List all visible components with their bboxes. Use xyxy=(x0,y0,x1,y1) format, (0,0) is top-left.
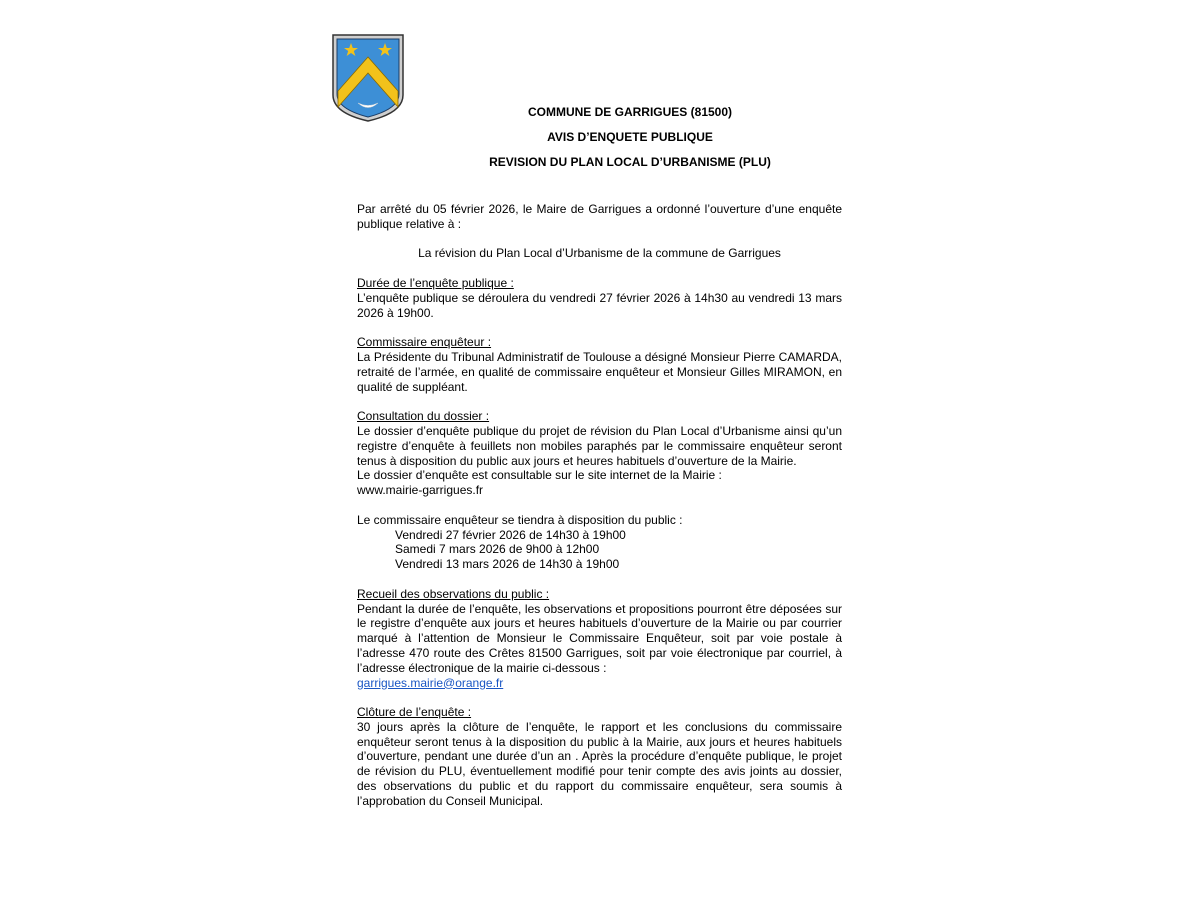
observations-heading: Recueil des observations du public : xyxy=(357,586,550,601)
notice-title: AVIS D’ENQUETE PUBLIQUE xyxy=(547,130,713,144)
permanence-slot: Samedi 7 mars 2026 de 9h00 à 12h00 xyxy=(395,542,600,557)
permanence-slot: Vendredi 27 février 2026 de 14h30 à 19h00 xyxy=(395,527,626,542)
permanences-intro: Le commissaire enquêteur se tiendra à disposition du public : xyxy=(357,512,683,527)
closure-text: 30 jours après la clôture de l’enquête, le rapport et les conclusions du commissaire enquêteur seront tenus à la disposition du public à la Mairie, aux jours et heures habituels d’ouverture, pendant une durée d’un an . Après la procédure d’enquête publique, le projet de révision du PLU, éventuellement modifié pour tenir compte des avis joints au dossier, des observations du public et du rapport du commissaire enquêteur, sera soumis à l’approbation du Conseil Municipal. xyxy=(357,719,842,808)
notice-body xyxy=(357,202,842,809)
consultation-heading: Consultation du dossier : xyxy=(357,409,490,424)
website-address: www.mairie-garrigues.fr xyxy=(357,483,484,498)
email-link[interactable]: garrigues.mairie@orange.fr xyxy=(357,675,504,690)
observations-text: Pendant la durée de l’enquête, les observations et propositions pourront être déposées sur le registre d’enquête aux jours et heures habituels d’ouverture de la Mairie ou par courrier marqué à l’attention de Monsieur le Commissaire Enquêteur, soit par voie postale à l’adresse 470 route des Crêtes 81500 Garrigues, soit par voie électronique par courriel, à l’adresse électronique de la mairie ci-dessous : xyxy=(357,601,842,675)
consultation-text: Le dossier d’enquête publique du projet de révision du Plan Local d’Urbanisme ainsi qu’un registre d’enquête à feuillets non mobiles paraphés par le commissaire enquêteur seront tenus à disposition du public aux jours et heures habituels d’ouverture de la Mairie. xyxy=(357,423,842,468)
website-line: Le dossier d’enquête est consultable sur le site internet de la Mairie : xyxy=(357,468,722,483)
commune-title: COMMUNE DE GARRIGUES (81500) xyxy=(527,105,733,119)
enquiry-subject: La révision du Plan Local d’Urbanisme de la commune de Garrigues xyxy=(418,246,781,261)
duration-text: L’enquête publique se déroulera du vendredi 27 février 2026 à 14h30 au vendredi 13 mars 2026 à 19h00. xyxy=(357,290,842,320)
permanence-slot: Vendredi 13 mars 2026 de 14h30 à 19h00 xyxy=(395,557,620,572)
duration-heading: Durée de l’enquête publique : xyxy=(357,275,514,290)
commissioner-heading: Commissaire enquêteur : xyxy=(357,335,492,350)
closure-heading: Clôture de l’enquête : xyxy=(357,705,472,720)
subject-title: REVISION DU PLAN LOCAL D’URBANISME (PLU) xyxy=(489,155,771,169)
intro-paragraph: Par arrêté du 05 février 2026, le Maire de Garrigues a ordonné l’ouverture d’une enquête publique relative à : xyxy=(357,202,842,231)
commissioner-text: La Présidente du Tribunal Administratif de Toulouse a désigné Monsieur Pierre CAMARDA, retraité de l’armée, en qualité de commissaire enquêteur et Monsieur Gilles MIRAMON, en qualité de suppléant. xyxy=(357,349,842,394)
notice-titles xyxy=(390,104,870,179)
